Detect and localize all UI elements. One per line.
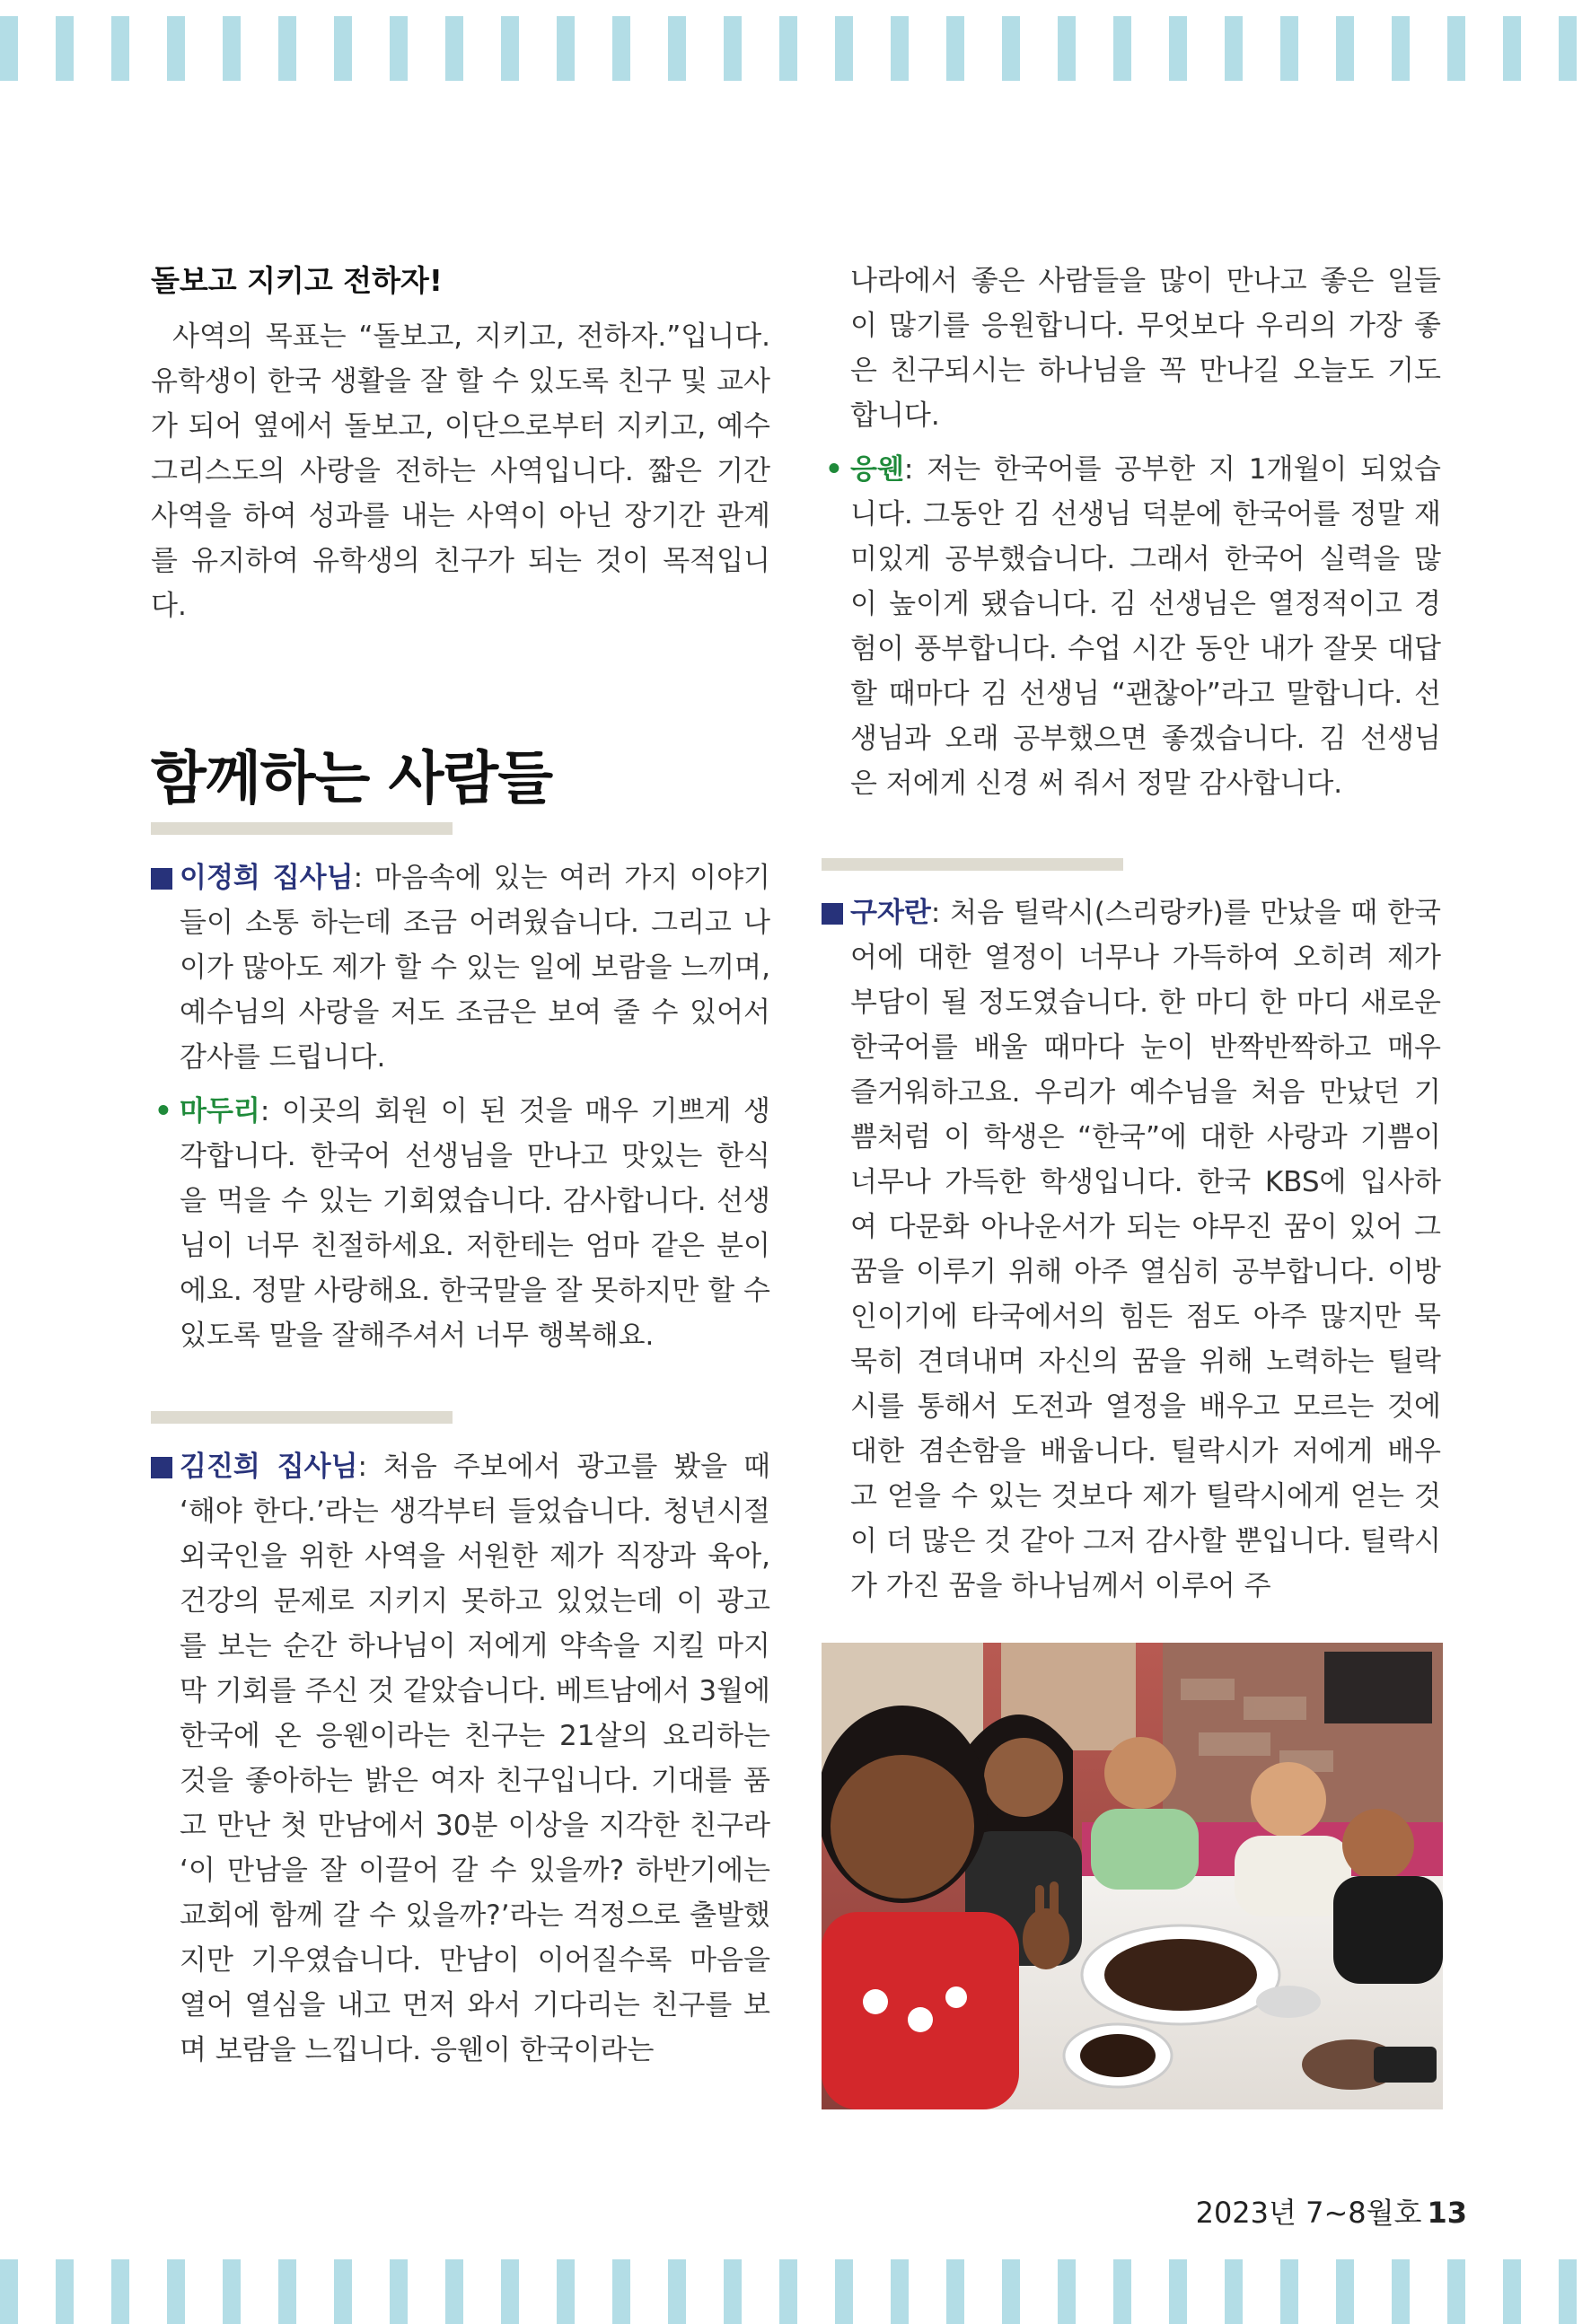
entry-gu (822, 890, 1441, 1609)
section-body: 사역의 목표는 “돌보고, 지키고, 전하자.”입니다. 유학생이 한국 생활을 잘 할 수 있도록 친구 및 교사가 되어 옆에서 돌보고, 이단으로부터 지키고, 예수 그리스도의 사랑을 전하는 사역입니다. 짧은 기간 사역을 하여 성과를 내는 사역이 아닌 장기간 관계를 유지하여 유학생의 친구가 되는 것이 목적입니다. (151, 320, 770, 622)
group-selfie-photo (822, 1643, 1443, 2109)
issue-label: 2023년 7~8월호 (1195, 2196, 1422, 2230)
entry-text: : 이곳의 회원 이 된 것을 매우 기쁘게 생각합니다. 한국어 선생님을 만나고 맛있는 한식을 먹을 수 있는 기회였습니다. 감사합니다. 선생님이 너무 친절하세요. 저한테는 엄마 같은 분이에요. 정말 사랑해요. 한국말을 잘 못하지만 할 수 있도록 말을 잘해주셔서 너무 행복해요. (180, 1095, 770, 1352)
bottom-stripe-band (0, 2259, 1591, 2324)
entry-paragraph (822, 447, 1441, 806)
entry-paragraph (151, 1444, 770, 2073)
entry-continuation: 나라에서 좋은 사람들을 많이 만나고 좋은 일들이 많기를 응원합니다. 무엇보다 우리의 가장 좋은 친구되시는 하나님을 꼭 만나길 오늘도 기도합니다. (850, 265, 1441, 432)
entry-paragraph (151, 1089, 770, 1358)
top-stripe-band (0, 16, 1591, 81)
entry-text: : 처음 틸락시(스리랑카)를 만났을 때 한국어에 대한 열정이 너무나 가득하여 오히려 제가 부담이 될 정도였습니다. 한 마디 한 마디 새로운 한국어를 배울 때마다 눈이 반짝반짝하고 매우 즐거워하고요. 우리가 예수님을 처음 만났던 기쁨처럼 이 학생은 “한국”에 대한 사랑과 기쁨이 너무나 가득한 학생입니다. 한국 KBS에 입사하여 다문화 아나운서가 되는 야무진 꿈이 있어 그 꿈을 이루기 위해 아주 열심히 공부합니다. 이방인이기에 타국에서의 힘든 점도 아주 많지만 묵묵히 견뎌내며 자신의 꿈을 위해 노력하는 틸락시를 통해서 도전과 열정을 배우고 모르는 것에 대한 겸손함을 배웁니다. 틸락시가 저에게 배우고 얻을 수 있는 것보다 제가 틸락시에게 얻는 것이 더 많은 것 같아 그저 감사할 뿐입니다. 틸락시가 가진 꿈을 하나님께서 이루어 주 (850, 897, 1441, 1602)
entry-kim-continued (822, 259, 1441, 438)
entry-nguyen (822, 447, 1441, 806)
entry-text: : 저는 한국어를 공부한 지 1개월이 되었습니다. 그동안 김 선생님 덕분에 한국어를 정말 재미있게 공부했습니다. 그래서 한국어 실력을 많이 높이게 됐습니다. 김 선생님은 열정적이고 경험이 풍부합니다. 수업 시간 동안 내가 잘못 대답 할 때마다 김 선생님 “괜찮아”라고 말합니다. 선생님과 오래 공부했으면 좋겠습니다. 김 선생님은 저에게 신경 써 줘서 정말 감사합니다. (850, 453, 1441, 800)
dot-bullet-icon: • (154, 1095, 172, 1127)
restaurant-photo-illustration (822, 1643, 1443, 2109)
people-title-block (151, 741, 770, 835)
square-bullet-icon (151, 868, 172, 890)
section-divider-bar (822, 858, 1123, 871)
divider-left (151, 1411, 770, 1424)
divider-right (822, 858, 1441, 871)
entry-lee (151, 855, 770, 1080)
entry-name: 김진희 집사님 (180, 1451, 358, 1483)
entry-paragraph (151, 855, 770, 1080)
entry-kim (151, 1444, 770, 2073)
left-column (151, 259, 770, 628)
entry-paragraph (822, 890, 1441, 1609)
entry-madu (151, 1089, 770, 1358)
dot-bullet-icon: • (825, 453, 843, 486)
entry-name: 구자란 (850, 897, 931, 929)
square-bullet-icon (822, 903, 843, 925)
section-divider-bar (151, 1411, 453, 1424)
entry-name: 마두리 (180, 1095, 260, 1127)
entry-text: : 마음속에 있는 여러 가지 이야기들이 소통 하는데 조금 어려웠습니다. 그리고 나이가 많아도 제가 할 수 있는 일에 보람을 느끼며, 예수님의 사랑을 저도 조금은 보여 줄 수 있어서 감사를 드립니다. (180, 862, 771, 1074)
entry-name: 응웬 (850, 453, 904, 486)
page-footer (1196, 2190, 1467, 2232)
page-number: 13 (1427, 2196, 1467, 2230)
entry-name: 이정희 집사님 (180, 862, 354, 894)
entry-text: : 처음 주보에서 광고를 봤을 때 ‘해야 한다.’라는 생각부터 들었습니다. 청년시절 외국인을 위한 사역을 서원한 제가 직장과 육아, 건강의 문제로 지키지 못하고 있었는데 이 광고를 보는 순간 하나님이 저에게 약속을 지킬 마지막 기회를 주신 것 같았습니다. 베트남에서 3월에 한국에 온 응웬이라는 친구는 21살의 요리하는 것을 좋아하는 밝은 여자 친구입니다. 기대를 품고 만난 첫 만남에서 30분 이상을 지각한 친구라 ‘이 만남을 잘 이끌어 갈 수 있을까? 하반기에는 교회에 함께 갈 수 있을까?’라는 걱정으로 출발했지만 기우였습니다. 만남이 이어질수록 마음을 열어 열심을 내고 먼저 와서 기다리는 친구를 보며 보람을 느낍니다. 응웬이 한국이라는 (180, 1451, 770, 2066)
page-title: 함께하는 사람들 (151, 746, 553, 812)
section-heading: 돌보고 지키고 전하자! (151, 263, 443, 298)
square-bullet-icon (151, 1457, 172, 1478)
title-underline-bar (151, 822, 453, 835)
